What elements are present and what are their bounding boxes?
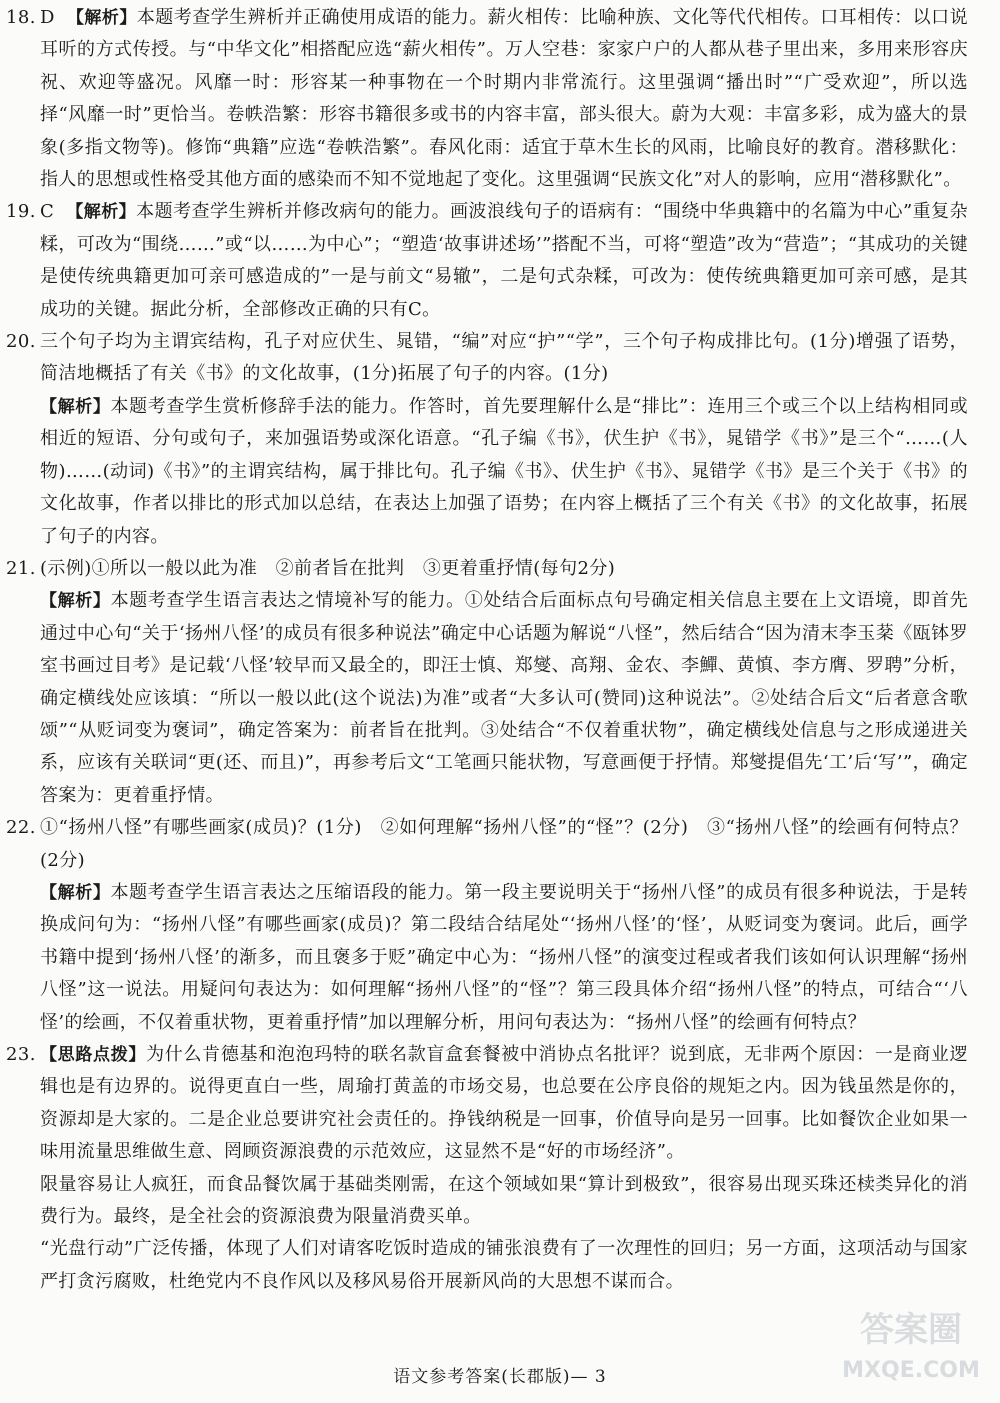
- answer-text: 三个句子均为主谓宾结构，孔子对应伏生、晁错，“编”对应“护”“学”，三个句子构成排比句。(1分)增强了语势，简洁地概括了有关《书》的文化故事，(1分)拓展了句子的内容。(1分): [40, 331, 968, 385]
- watermark-text-cn: 答案圈: [860, 1310, 962, 1350]
- analysis-text: 本题考查学生辨析并修改病句的能力。画波浪线句子的语病有：“围绕中华典籍中的名篇为中心”重复杂糅，可改为“围绕……”或“以……为中心”；“塑造‘故事讲述场’”搭配不当，可将“塑造”改为“营造”；“其成功的关键是使传统典籍更加可亲可感造成的”一是与前文“易辙”，二是句式杂糅，可改为：使传统典籍更加可亲可感，是其成功的关键。据此分析，全部修改正确的只有C。: [40, 201, 968, 320]
- answer-text: (示例)①所以一般以此为准 ②前者旨在批判 ③更着重抒情(每句2分): [40, 557, 616, 579]
- question-number: 23.: [6, 1044, 36, 1065]
- analysis-text: 本题考查学生赏析修辞手法的能力。作答时，首先要理解什么是“排比”：连用三个或三个以上结构相同或相近的短语、分句或句子，来加强语势或深化语意。“孔子编《书》，伏生护《书》，晁错学《书》”是三个“……(人物)……(动词)《书》”的主谓宾结构，属于排比句。孔子编《书》、伏生护《书》、晁错学《书》是三个关于《书》的文化故事，作者以排比的形式加以总结，在表达上加强了语势；在内容上概括了三个有关《书》的文化故事，拓展了句子的内容。: [40, 395, 968, 547]
- question-20: [6, 326, 968, 553]
- hint-paragraph-1: 为什么肯德基和泡泡玛特的联名款盲盒套餐被中消协点名批评？说到底，无非两个原因：一是商业逻辑也是有边界的。说得更直白一些，周瑜打黄盖的市场交易，也总要在公序良俗的规矩之内。因为钱虽然是你的，资源却是大家的。二是企业总要讲究社会责任的。挣钱纳税是一回事，价值导向是另一回事。比如餐饮企业如果一味用流量思维做生意、罔顾资源浪费的示范效应，这显然不是“好的市场经济”。: [40, 1044, 968, 1163]
- question-23: [6, 1039, 968, 1298]
- analysis-text: 本题考查学生语言表达之情境补写的能力。①处结合后面标点句号确定相关信息主要在上文语境，即首先通过中心句“关于‘扬州八怪’的成员有很多种说法”确定中心话题为解说“八怪”，然后结合“因为清末李玉棻《瓯钵罗室书画过目考》是记载‘八怪’较早而又最全的，即汪士慎、郑燮、高翔、金农、李鱓、黄慎、李方膺、罗聘”分析，确定横线处应该填：“所以一般以此(这个说法)为准”或者“大多认可(赞同)这种说法”。②处结合后文“后者意含歌颂”“从贬词变为褒词”，确定答案为：前者旨在批判。③处结合“不仅着重状物”，确定横线处信息与之形成递进关系，应该有关联词“更(还、而且)”，再参考后文“工笔画只能状物，写意画便于抒情。郑燮提倡先‘工’后‘写’”，确定答案为：更着重抒情。: [40, 590, 968, 806]
- analysis-tag: 【解析】: [40, 396, 111, 417]
- hint-paragraph-3: “光盘行动”广泛传播，体现了人们对请客吃饭时造成的铺张浪费有了一次理性的回归；另一方面，这项活动与国家严打贪污腐败，杜绝党内不良作风以及移风易俗开展新风尚的大思想不谋而合。: [40, 1238, 968, 1292]
- analysis-text: 本题考查学生语言表达之压缩语段的能力。第一段主要说明关于“扬州八怪”的成员有很多种说法，于是转换成问句为：“扬州八怪”有哪些画家(成员)？第二段结合结尾处“‘扬州八怪’的‘怪’，从贬词变为褒词。此后，画学书籍中提到‘扬州八怪’的渐多，而且褒多于贬”确定中心为：“扬州八怪”的演变过程或者我们该如何认识理解“扬州八怪”这一说法。用疑问句表达为：如何理解“扬州八怪”的“怪”？第三段具体介绍“扬州八怪”的特点，可结合“‘八怪’的绘画，不仅着重状物，更着重抒情”加以理解分析，用问句表达为：“扬州八怪”的绘画有何特点？: [40, 881, 968, 1033]
- question-number: 18.: [6, 7, 36, 28]
- question-number: 21.: [6, 557, 36, 579]
- analysis-text: 本题考查学生辨析并正确使用成语的能力。薪火相传：比喻种族、文化等代代相传。口耳相传：以口说耳听的方式传授。与“中华文化”相搭配应选“薪火相传”。万人空巷：家家户户的人都从巷子里出来，多用来形容庆祝、欢迎等盛况。风靡一时：形容某一种事物在一个时期内非常流行。这里强调“播出时”“广受欢迎”，所以选择“风靡一时”更恰当。卷帙浩繁：形容书籍很多或书的内容丰富，部头很大。蔚为大观：丰富多彩，成为盛大的景象(多指文物等)。修饰“典籍”应选“卷帙浩繁”。春风化雨：适宜于草木生长的风雨，比喻良好的教育。潜移默化：指人的思想或性格受其他方面的感染而不知不觉地起了变化。这里强调“民族文化”对人的影响，应用“潜移默化”。: [40, 7, 968, 191]
- question-number: 20.: [6, 331, 36, 353]
- answer-choice: D: [40, 7, 55, 28]
- page-footer: 语文参考答案(长郡版)— 3: [393, 1367, 607, 1387]
- analysis-tag: 【解析】: [66, 202, 137, 223]
- hint-paragraph-2: 限量容易让人疯狂，而食品餐饮属于基础类刚需，在这个领域如果“算计到极致”，很容易出现买珠还椟类异化的消费行为。最终，是全社会的资源浪费为限量消费买单。: [40, 1173, 968, 1228]
- analysis-tag: 【解析】: [40, 882, 111, 903]
- question-number: 19.: [6, 201, 36, 223]
- analysis-tag: 【解析】: [66, 8, 137, 28]
- question-21: [6, 553, 968, 812]
- hint-tag: 【思路点拨】: [40, 1045, 147, 1065]
- question-18: [6, 2, 968, 196]
- answer-content: [6, 2, 968, 1298]
- question-number: 22.: [6, 817, 36, 839]
- answer-text: ①“扬州八怪”有哪些画家(成员)？(1分) ②如何理解“扬州八怪”的“怪”？(2分) ③“扬州八怪”的绘画有何特点？(2分): [40, 817, 968, 871]
- analysis-tag: 【解析】: [40, 591, 111, 612]
- question-19: [6, 196, 968, 326]
- answer-choice: C: [40, 201, 55, 223]
- watermark-logo: [836, 1299, 986, 1389]
- question-22: [6, 812, 968, 1039]
- watermark-text-en: MXQE.COM: [842, 1358, 980, 1383]
